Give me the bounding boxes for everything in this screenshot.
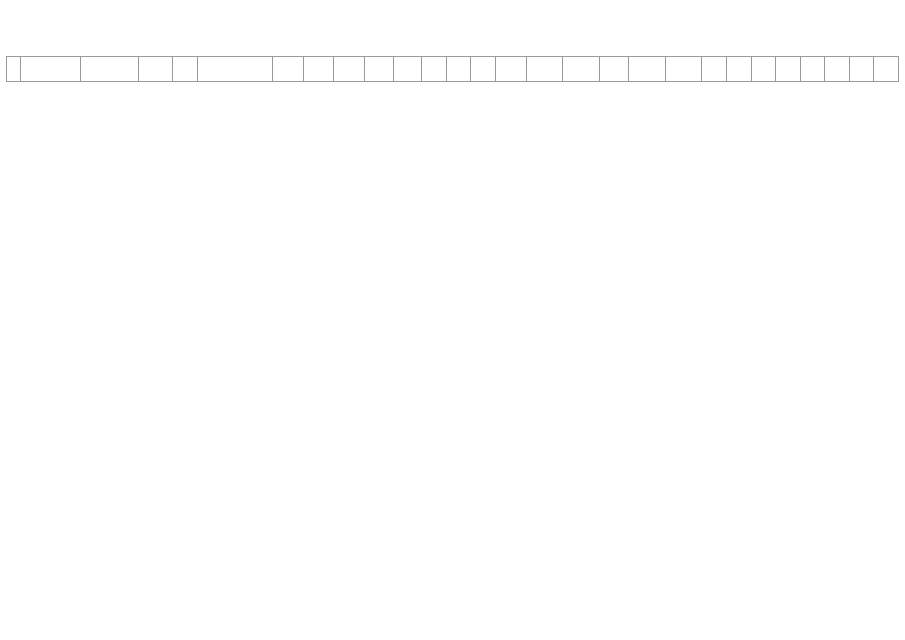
header-row	[7, 57, 899, 82]
column-header	[303, 57, 334, 82]
column-header	[600, 57, 629, 82]
column-header	[495, 57, 526, 82]
column-header	[7, 57, 21, 82]
column-header	[471, 57, 496, 82]
data-table	[6, 56, 899, 82]
column-header	[776, 57, 801, 82]
spreadsheet-page	[6, 56, 899, 82]
column-header	[628, 57, 665, 82]
column-header	[825, 57, 850, 82]
column-header	[393, 57, 422, 82]
column-header	[198, 57, 273, 82]
column-header	[849, 57, 874, 82]
column-header	[364, 57, 393, 82]
column-header	[334, 57, 365, 82]
column-header	[272, 57, 303, 82]
column-header	[563, 57, 600, 82]
column-header	[526, 57, 563, 82]
column-header	[874, 57, 899, 82]
column-header	[702, 57, 727, 82]
column-header	[80, 57, 138, 82]
column-header	[21, 57, 80, 82]
column-header	[665, 57, 702, 82]
column-header	[138, 57, 172, 82]
column-header	[727, 57, 752, 82]
column-header	[172, 57, 198, 82]
column-header	[751, 57, 776, 82]
column-header	[422, 57, 447, 82]
column-header	[446, 57, 471, 82]
column-header	[800, 57, 825, 82]
